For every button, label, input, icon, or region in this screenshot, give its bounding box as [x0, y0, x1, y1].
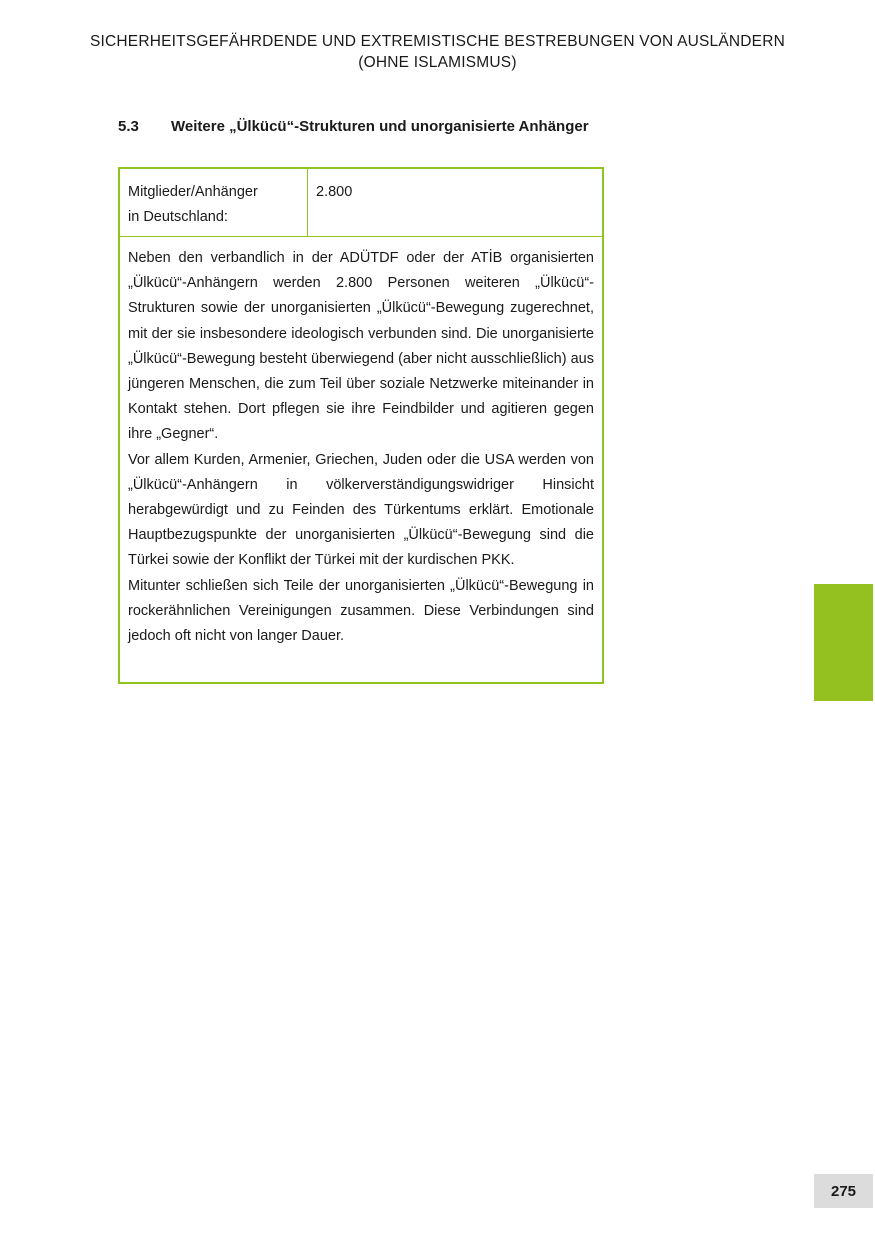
info-box-paragraph: Vor allem Kurden, Armenier, Griechen, Juden oder die USA werden von „Ülkücü“-Anhängern in völkerverständigungswidriger Hinsicht herabgewürdigt und zu Feinden des Türkentums erklärt. Emotionale Hauptbezugspunkte der unorganisierten „Ülkücü“-Bewegung sind die Türkei sowie der Konflikt der Türkei mit der kurdischen PKK.: [128, 451, 594, 569]
chapter-side-tab: [814, 584, 873, 701]
section-heading: [118, 117, 638, 137]
section-number: 5.3: [118, 118, 139, 135]
info-box-label-line1: Mitglieder/Anhänger: [128, 184, 258, 200]
info-box-paragraph: Neben den verbandlich in der ADÜTDF oder der ATİB organisierten „Ülkücü“-Anhängern werden 2.800 Personen weiteren „Ülkücü“-Strukturen sowie der unorganisierten „Ülkücü“-Bewegung zugerechnet, mit der sie insbesondere ideologisch verbunden sind. Die unorganisierte „Ülkücü“-Bewegung besteht überwiegend (aber nicht ausschließlich) aus jüngeren Menschen, die zum Teil über soziale Netzwerke miteinander in Kontakt stehen. Dort pflegen sie ihre Feindbilder und agitieren gegen ihre „Gegner“.: [128, 250, 594, 443]
info-box-stat-row: [120, 169, 602, 237]
running-header-line2: (OHNE ISLAMISMUS): [358, 54, 517, 71]
running-header-line1: SICHERHEITSGEFÄHRDENDE UND EXTREMISTISCHE BESTREBUNGEN VON AUSLÄNDERN: [89, 33, 786, 50]
section-title: Weitere „Ülkücü“-Strukturen und unorganisierte Anhänger: [171, 118, 589, 135]
info-box-paragraph: Mitunter schließen sich Teile der unorganisierten „Ülkücü“-Bewegung in rockerähnlichen Vereinigungen zusammen. Diese Verbindungen sind jedoch oft nicht von langer Dauer.: [128, 577, 594, 645]
info-box: [118, 167, 604, 684]
info-box-label-line2: in Deutschland:: [128, 209, 228, 225]
page-number: 275: [814, 1174, 873, 1208]
info-box-value: 2.800: [316, 184, 353, 200]
info-box-label: [120, 169, 308, 236]
running-header: [0, 31, 875, 73]
info-box-body: [120, 237, 602, 649]
